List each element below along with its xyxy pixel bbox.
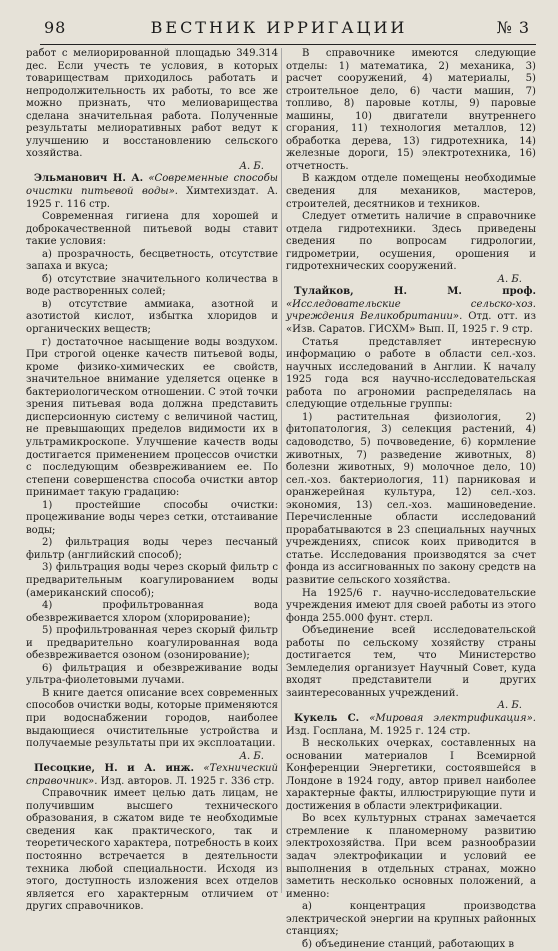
column-separator <box>281 48 282 893</box>
paragraph: Следует отметить наличие в справочнике отдела гидротехники. Здесь приведены сведения по вопросам гидрологии, гидрометрии, осушения, орошения и гидротехнических сооружений. <box>286 211 536 273</box>
review-heading <box>26 763 278 788</box>
signature: А. Б. <box>497 700 522 712</box>
left-column <box>26 48 278 913</box>
review-imprint: Изд. Госплана, М. 1925 г. 124 стр. <box>286 725 471 737</box>
list-item: г) достаточное насыщение воды воздухом. При строгой оценке качеств питьевой воды, кроме физико-химических ее свойств, значительное внимание уделяется оценке в бактериологическом отношении. С этой точки зрения питьевая вода должна представить дисперсионную систему с величиной частиц, не превышающих пределов видимости их в ультрамикроскопе. Улучшение качеств воды достигается применением процессов очистки с последующим обезвреживанием ее. По степени совершенства способа очистки автор принимает такую градацию: <box>26 336 278 499</box>
list-item: б) отсутствие значительного количества в воде растворенных солей; <box>26 273 278 298</box>
review-heading <box>286 286 536 336</box>
paragraph: работ с мелиорированной площадью 349.314 дес. Если учесть те условия, в которых товариществам приходилось работать и непродолжительность их работы, то все же можно признать, что мелиоварищества сделана значительная работа. Полученные результаты мелиоративных работ ведут к улучшению и восстановлению сельского хозяйства. <box>26 48 278 160</box>
review-author: Кукель С. <box>294 712 360 724</box>
review-title: «Исследовательские сельско-хоз. учреждения Великобритании». <box>286 298 536 323</box>
review-imprint: Изд. авторов. Л. 1925 г. 336 стр. <box>100 775 275 787</box>
list-item: а) концентрация производства электрической энергии на крупных районных станциях; <box>286 901 536 938</box>
running-header <box>0 18 558 42</box>
review-author: Песоцкие, Н. и А. инж. <box>34 763 195 775</box>
signature: А. Б. <box>239 160 264 172</box>
signature: А. Б. <box>239 750 264 762</box>
list-item: 5) профильтрованная через скорый фильтр и предварительно коагулированная вода обезвреживается озоном (озонирование); <box>26 625 278 662</box>
list-item: в) отсутствие аммиака, азотной и азотистой кислот, избытка хлоридов и органических веществ; <box>26 298 278 336</box>
review-imprint: Химтехиздат. А. 1925 г. 116 стр. <box>26 186 278 210</box>
right-column <box>286 48 537 950</box>
paragraph: 1) растительная физиология, 2) фитопатология, 3) селекция растений, 4) садоводство, 5) почвоведение, 6) кормление животных, 7) разведение животных, 8) болезни животных, 9) молочное дело, 10) сел.-хоз. бактериология, 11) парниковая и оранжерейная культура, 12) сел.-хоз. экономия, 13) сел.-хоз. машиноведение. Перечисленные области исследований прорабатываются в 23 специальных научных учреждениях, список коих приводится в статье. Исследования производятся за счет фонда из ассигнованных по закону средств на развитие сельского хозяйства. <box>286 411 536 586</box>
list-item: а) прозрачность, бесцветность, отсутствие запаха и вкуса; <box>26 248 278 273</box>
page-number: 98 <box>44 18 67 37</box>
paragraph: В справочнике имеются следующие отделы: 1) математика, 2) механика, 3) расчет сооружений, 4) материалы, 5) строительное дело, 6) части машин, 7) топливо, 8) паровые котлы, 9) паровые машины, 10) двигатели внутреннего сгорания, 11) технология металлов, 12) обработка дерева, 13) гидротехника, 14) железные дороги, 15) электротехника, 16) отчетность. <box>286 48 536 172</box>
paragraph: Справочник имеет целью дать лицам, не получившим высшего технического образования, в сжатом виде те необходимые сведения как практического, так и теоретического характера, потребность в коих постоянно встречается в деятельности техника любой специальности. Исходя из этого, доступность изложения всех отделов является его характерным отличием от других справочников. <box>26 788 278 913</box>
list-item: б) объединение станций, работающих в <box>302 938 515 950</box>
list-item: 2) фильтрация воды через песчаный фильтр (английский способ); <box>26 537 278 561</box>
review-imprint: Отд. отт. из «Изв. Саратов. ГИСХМ» Вып. II, 1925 г. 9 стр. <box>286 311 537 336</box>
list-item: 1) простейшие способы очистки: процеживание воды через сетки, отстаивание воды; <box>26 499 278 536</box>
issue-number: № 3 <box>496 18 530 37</box>
paragraph: Статья представляет интересную информацию о работе в области сел.-хоз. научных исследований в Англии. К началу 1925 года вся научно-исследовательская работа по агрономии распределялась на следующие отдельные группы: <box>286 336 536 411</box>
review-title: «Мировая электрификация». <box>369 712 537 724</box>
list-item: 6) фильтрация и обезвреживание воды ультра-фиолетовыми лучами. <box>26 662 278 687</box>
paragraph: На 1925/6 г. научно-исследовательские учреждения имеют для своей работы из этого фонда 255.000 фунт. стерл. <box>286 587 536 624</box>
header-rule <box>40 44 536 45</box>
review-title: «Технический справочник». <box>26 763 278 787</box>
journal-title: ВЕСТНИК ИРРИГАЦИИ <box>150 18 408 37</box>
paragraph: Объединение всей исследовательской работы по сельскому хозяйству страны достигается тем, что Министерство Земледелия организует Научный Совет, куда входят представители и других заинтересованных учреждений. <box>286 625 536 699</box>
list-item: 4) профильтрованная вода обезвреживается хлором (хлорирование); <box>26 600 278 624</box>
paragraph: Современная гигиена для хорошей и доброкачественной питьевой воды ставит такие условия: <box>26 211 278 248</box>
review-author: Эльманович Н. А. <box>34 173 144 185</box>
review-title: «Современные способы очистки питьевой воды». <box>26 173 278 198</box>
review-author: Тулайков, Н. М. проф. <box>294 286 536 298</box>
review-heading <box>26 173 278 211</box>
review-heading <box>286 713 536 738</box>
list-item: 3) фильтрация воды через скорый фильтр с предварительным коагулированием воды (американский способ); <box>26 562 278 599</box>
paragraph: В каждом отделе помещены необходимые сведения для механиков, мастеров, строителей, десятников и техников. <box>286 173 536 210</box>
paragraph: В книге дается описание всех современных способов очистки воды, которые применяются при водоснабжении городов, наиболее выдающиеся очистительные устройства и получаемые результаты при их эксплоатации. <box>26 687 278 750</box>
paragraph: Во всех культурных странах замечается стремление к планомерному развитию электрохозяйства. При всем разнообразии задач электрофикации и условий ее выполнения в отдельных странах, можно заметить несколько основных положений, а именно: <box>286 813 536 900</box>
paragraph: В нескольких очерках, составленных на основании материалов I Всемирной Конференции Энергетики, состоявшейся в Лондоне в 1924 году, автор привел наиболее характерные факты, иллюстрирующие пути и достижения в области электрификации. <box>286 738 536 812</box>
signature: А. Б. <box>497 273 522 285</box>
